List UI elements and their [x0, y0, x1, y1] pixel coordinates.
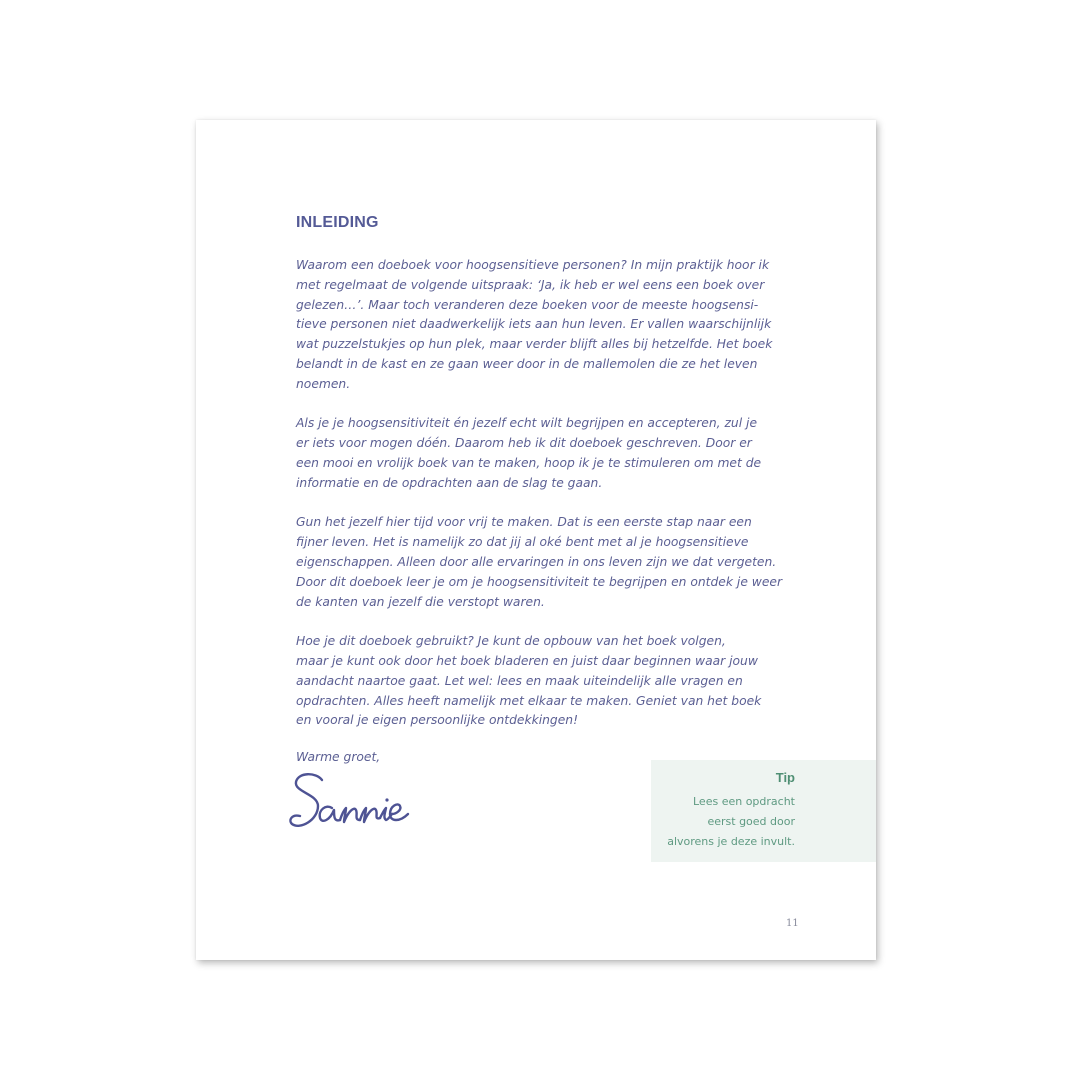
- page-heading: INLEIDING: [296, 214, 379, 231]
- signature: [288, 768, 418, 836]
- greeting: Warme groet,: [296, 750, 381, 764]
- tip-box: [651, 760, 876, 862]
- paragraph-2: Als je je hoogsensitiviteit én jezelf echt wilt begrijpen en accepteren, zul je er iets voor mogen dóén. Daarom heb ik dit doeboek geschreven. Door er een mooi en vrolijk boek van te maken, hoop ik je te stimuleren om met de informatie en de opdrachten aan de slag te gaan.: [296, 416, 762, 490]
- book-page: [196, 120, 876, 960]
- paragraph-3: Gun het jezelf hier tijd voor vrij te maken. Dat is een eerste stap naar een fijner leven. Het is namelijk zo dat jij al oké bent met al je hoogsensitieve eigenschappen. Alleen door alle ervaringen in ons leven zijn we dat vergeten. Door dit doeboek leer je om je hoogsensitiviteit te begrijpen en ontdek je weer de kanten van jezelf die verstopt waren.: [296, 515, 783, 609]
- tip-text: Lees een opdracht eerst goed door alvorens je deze invult.: [667, 795, 795, 848]
- body-text: [296, 256, 796, 751]
- paragraph-4: Hoe je dit doeboek gebruikt? Je kunt de opbouw van het boek volgen, maar je kunt ook door het boek bladeren en juist daar beginnen waar jouw aandacht naartoe gaat. Let wel: lees en maak uiteindelijk alle vragen en opdrachten. Alles heeft namelijk met elkaar te maken. Geniet van het boek en vooral je eigen persoonlijke ontdekkingen!: [296, 634, 762, 728]
- tip-title: Tip: [775, 770, 795, 785]
- page-number: 11: [786, 918, 799, 929]
- paragraph-1: Waarom een doeboek voor hoogsensitieve personen? In mijn praktijk hoor ik met regelmaat de volgende uitspraak: ‘Ja, ik heb er wel eens een boek over gelezen…’. Maar toch veranderen deze boeken voor de meeste hoogsensi- tieve personen niet daadwerkelijk iets aan hun leven. Er vallen waarschijnlijk wat puzzelstukjes op hun plek, maar verder blijft alles bij hetzelfde. Het boek belandt in de kast en ze gaan weer door in de mallemolen die ze het leven noemen.: [296, 258, 773, 391]
